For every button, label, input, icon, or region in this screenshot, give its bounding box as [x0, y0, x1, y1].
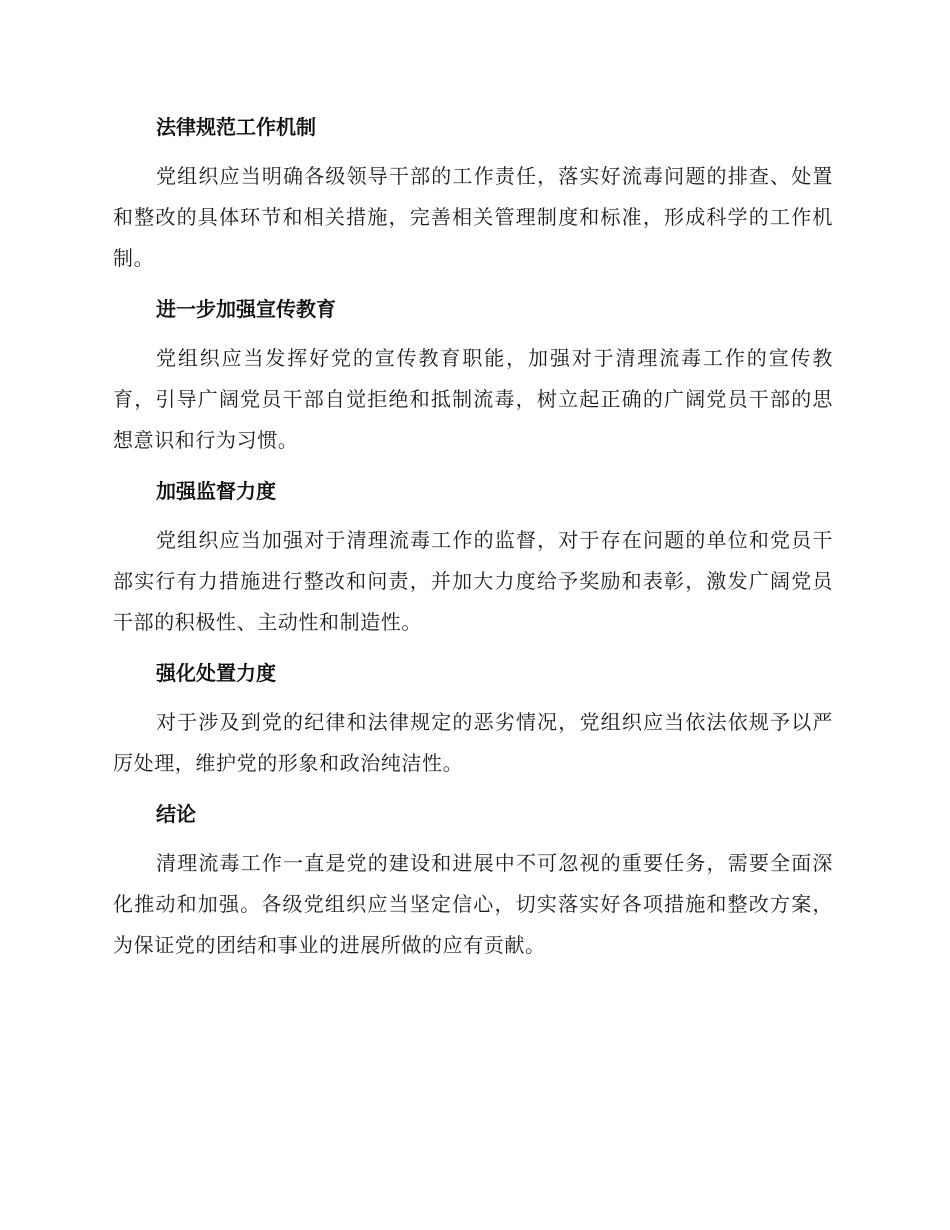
section-conclusion [113, 793, 833, 966]
section-heading: 结论 [156, 802, 196, 826]
section-heading: 强化处置力度 [156, 661, 276, 685]
section-paragraph: 党组织应当加强对于清理流毒工作的监督，对于存在问题的单位和党员干部实行有力措施进行整改和问责，并加大力度给予奖励和表彰，激发广阔党员干部的积极性、主动性和制造性。 [113, 528, 833, 634]
section-heading: 加强监督力度 [156, 479, 276, 503]
section-supervision [113, 470, 833, 643]
document-body [113, 106, 833, 975]
section-heading: 进一步加强宣传教育 [156, 297, 336, 321]
section-legal-mechanism [113, 106, 833, 279]
section-heading: 法律规范工作机制 [156, 115, 316, 139]
section-disposal [113, 652, 833, 784]
section-paragraph: 清理流毒工作一直是党的建设和进展中不可忽视的重要任务，需要全面深化推动和加强。各级党组织应当坚定信心，切实落实好各项措施和整改方案，为保证党的团结和事业的进展所做的应有贡献。 [113, 851, 833, 957]
section-publicity-education [113, 288, 833, 461]
section-paragraph: 党组织应当明确各级领导干部的工作责任，落实好流毒问题的排查、处置和整改的具体环节和相关措施，完善相关管理制度和标准，形成科学的工作机制。 [113, 164, 833, 270]
section-paragraph: 对于涉及到党的纪律和法律规定的恶劣情况，党组织应当依法依规予以严厉处理，维护党的形象和政治纯洁性。 [113, 710, 833, 775]
section-paragraph: 党组织应当发挥好党的宣传教育职能，加强对于清理流毒工作的宣传教育，引导广阔党员干部自觉拒绝和抵制流毒，树立起正确的广阔党员干部的思想意识和行为习惯。 [113, 346, 833, 452]
